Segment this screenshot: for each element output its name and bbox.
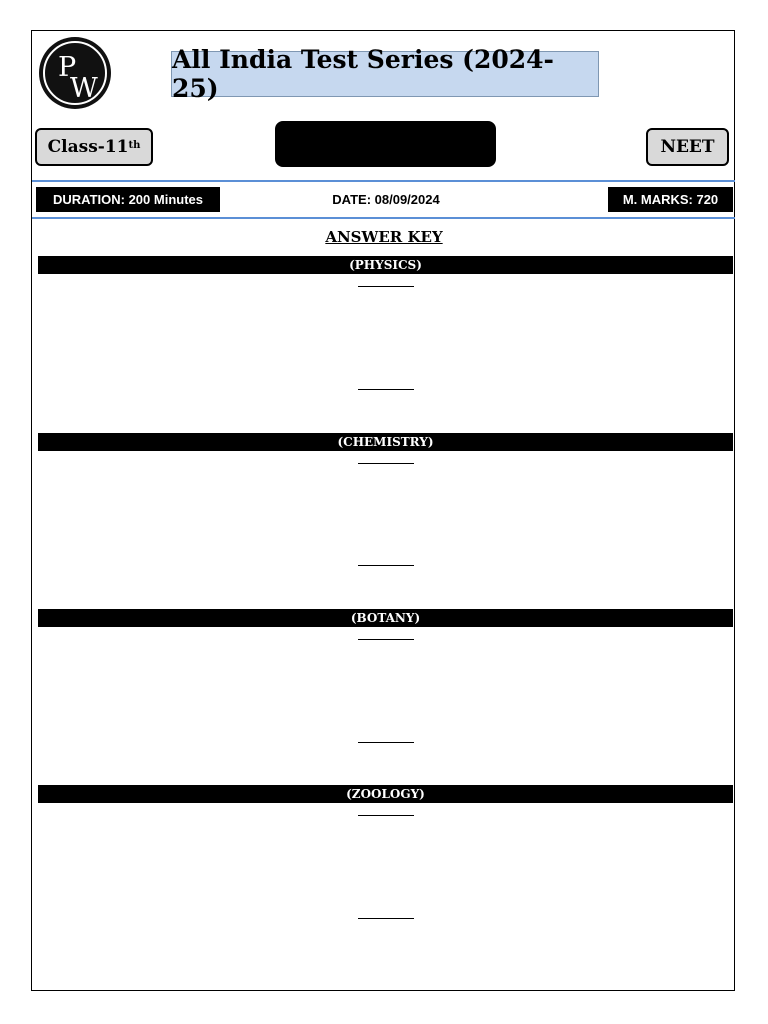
svg-text:W: W [70,73,98,104]
title-banner [171,45,599,103]
section-rule [358,463,414,464]
section-chemistry [38,433,733,451]
duration-badge [36,187,220,212]
section-rule [358,639,414,640]
section-zoology-label: (ZOOLOGY) [346,787,425,801]
section-rule [358,389,414,390]
section-chemistry-label: (CHEMISTRY) [337,435,434,449]
divider-bottom [32,217,735,219]
section-zoology [38,785,733,803]
exam-badge [646,128,729,166]
page-title: All India Test Series (2024-25) [172,45,554,103]
max-marks-text: M. MARKS: 720 [622,192,719,207]
pw-logo [39,37,111,109]
class-label: Class-11 [47,137,129,157]
section-rule [358,742,414,743]
section-botany-label: (BOTANY) [350,611,421,625]
answer-key-heading: ANSWER KEY [325,228,443,246]
section-rule [358,286,414,287]
section-botany [38,609,733,627]
section-rule [358,918,414,919]
section-physics [38,256,733,274]
exam-date: DATE: 08/09/2024 [332,192,440,207]
svg-text:P: P [58,52,77,83]
page-border [31,30,735,991]
exam-label: NEET [660,137,715,157]
section-physics-label: (PHYSICS) [349,258,422,272]
class-badge [35,128,153,166]
section-rule [358,815,414,816]
class-suffix: th [128,139,141,151]
redacted-block [275,121,496,167]
divider-top [32,180,735,182]
section-rule [358,565,414,566]
max-marks-badge [608,187,733,212]
duration-text: DURATION: 200 Minutes [53,192,203,207]
